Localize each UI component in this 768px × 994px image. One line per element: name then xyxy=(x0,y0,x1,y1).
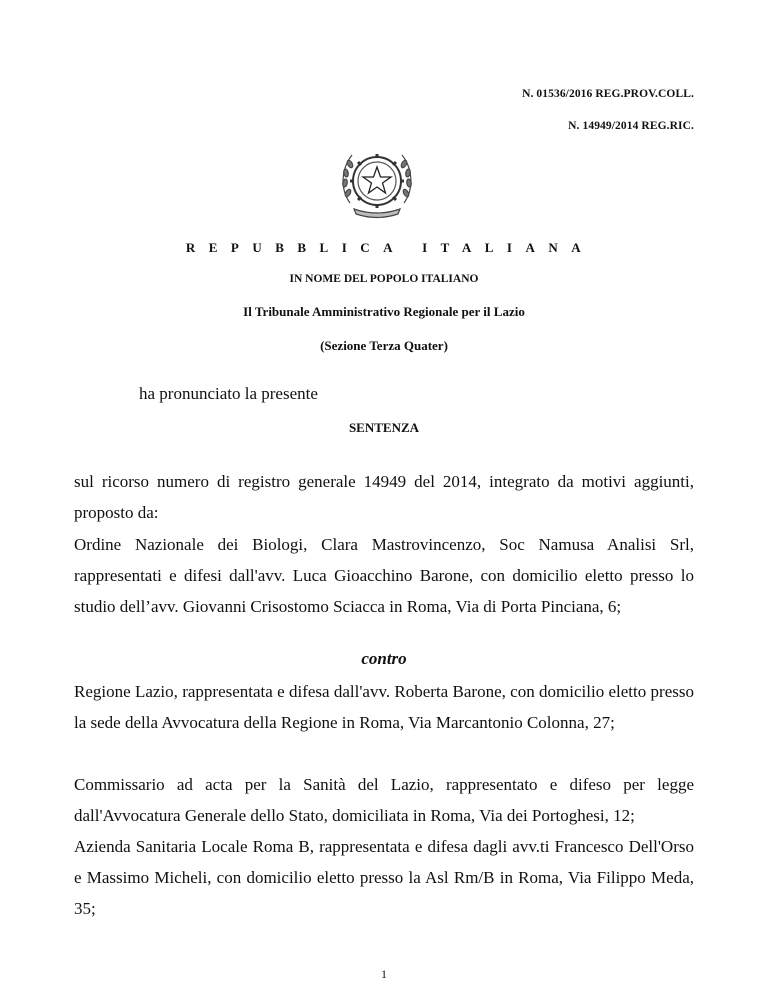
republic-heading: REPUBBLICA ITALIANA xyxy=(185,240,595,255)
page-number: 1 xyxy=(381,967,387,981)
italian-republic-emblem-icon xyxy=(336,141,418,223)
reg-ric-number: N. 14949/2014 REG.RIC. xyxy=(568,120,694,132)
court-name: Il Tribunale Amministrativo Regionale per il Lazio xyxy=(243,304,525,319)
asl-paragraph: Azienda Sanitaria Locale Roma B, rappresentata e difesa dagli avv.ti Francesco Dell'Orso e Massimo Micheli, con domicilio eletto presso la Asl Rm/B in Roma, Via Filippo Meda, 35; xyxy=(74,837,694,918)
ricorso-paragraph: sul ricorso numero di registro generale 14949 del 2014, integrato da motivi aggiunti, proposto da: xyxy=(74,472,694,522)
ricorrenti-paragraph: Ordine Nazionale dei Biologi, Clara Mastrovincenzo, Soc Namusa Analisi Srl, rappresentati e difesi dall'avv. Luca Gioacchino Barone, con domicilio eletto presso lo studio dell’avv. Giovanni Crisostomo Sciacca in Roma, Via di Porta Pinciana, 6; xyxy=(74,535,694,616)
reg-prov-coll-number: N. 01536/2016 REG.PROV.COLL. xyxy=(522,88,694,100)
pronunciato-line: ha pronunciato la presente xyxy=(139,384,318,403)
sentenza-heading: SENTENZA xyxy=(348,420,420,435)
regione-paragraph: Regione Lazio, rappresentata e difesa dall'avv. Roberta Barone, con domicilio eletto presso la sede della Avvocatura della Regione in Roma, Via Marcantonio Colonna, 27; xyxy=(74,682,694,732)
commissario-paragraph: Commissario ad acta per la Sanità del Lazio, rappresentato e difeso per legge dall'Avvocatura Generale dello Stato, domiciliata in Roma, Via dei Portoghesi, 12; xyxy=(74,775,694,825)
court-section: (Sezione Terza Quater) xyxy=(320,338,448,353)
contro-heading: contro xyxy=(361,649,407,668)
in-nome-heading: IN NOME DEL POPOLO ITALIANO xyxy=(289,273,479,285)
